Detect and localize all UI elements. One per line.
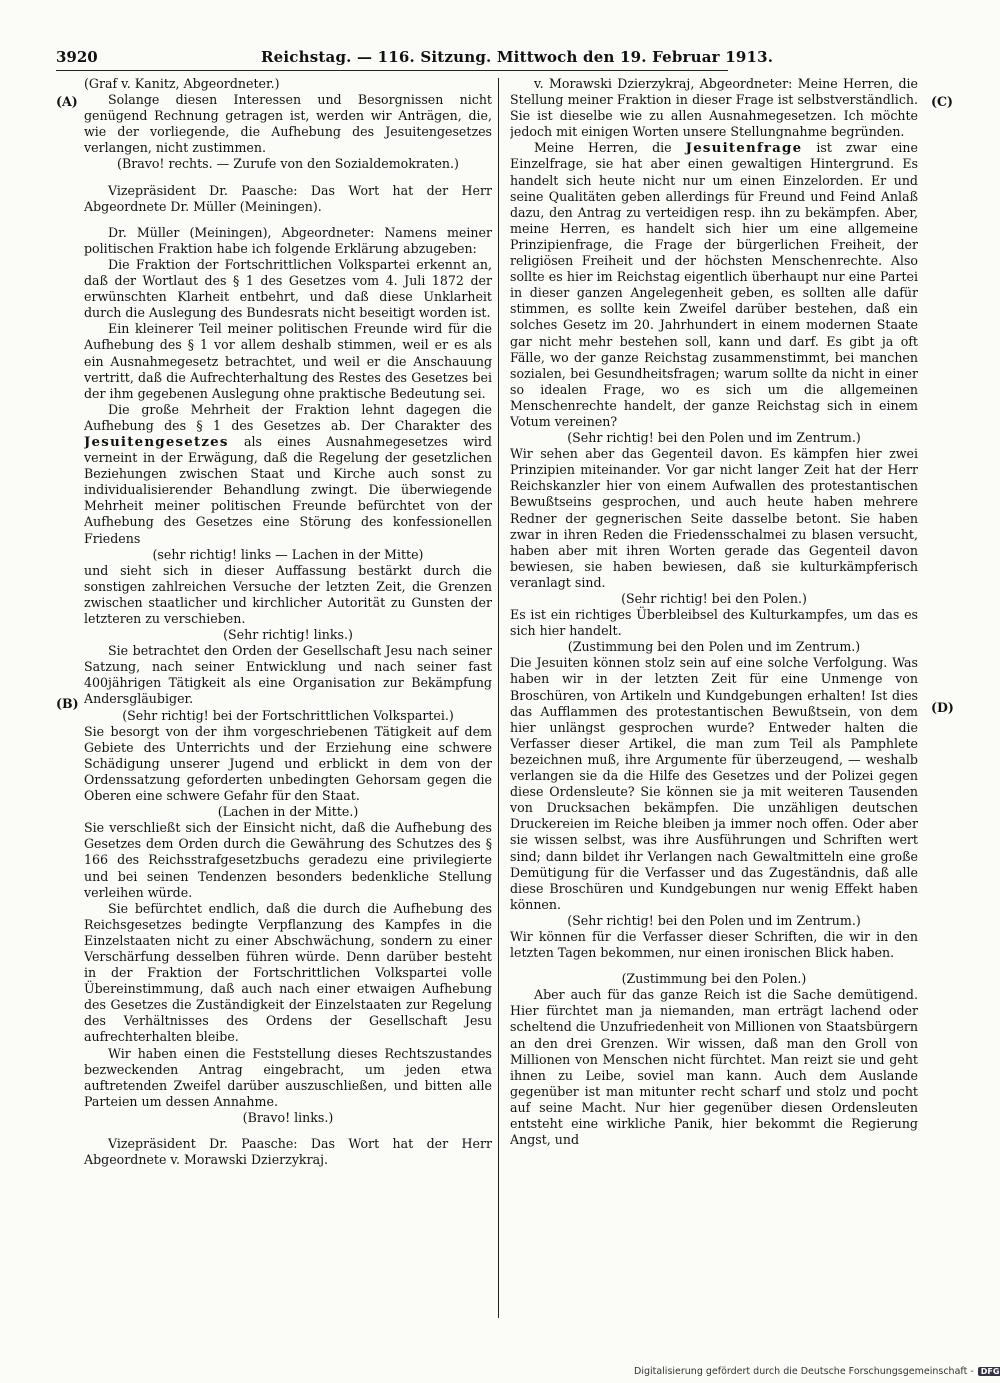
paragraph: Es ist ein richtiges Überbleibsel des Kulturkampfes, um das es sich hier handelt. xyxy=(510,607,918,639)
paragraph-text: Meine Herren, die xyxy=(534,140,672,156)
margin-mark-a: (A) xyxy=(56,94,78,109)
page-number: 3920 xyxy=(56,48,98,66)
interjection: (Zustimmung bei den Polen.) xyxy=(621,971,807,987)
paragraph xyxy=(84,402,492,547)
right-column xyxy=(510,76,918,1376)
paragraph: Die Jesuiten können stolz sein auf eine solche Verfolgung. Was haben wir in der letzten Zeit für eine Unmenge von Broschüren, von Artikeln und Kundgebungen erhalten! Ist dies das Aufflammen des protestantischen Bewußtsein, von dem hier unlängst gesprochen wurde? Entweder halten die Verfasser dieser Artikel, die man zum Teil als Pamphlete bezeichnen muß, ihre Argumente für überzeugend, — weshalb verlangen sie da die Hilfe des Gesetzes und der Polizei gegen diese Ordensleute? Sie können sie ja mit weiteren Tausenden von Drucksachen bekämpfen. Die unzähligen deutschen Druckereien im Reiche bleiben ja immer noch offen. Oder aber sie wissen selbst, was ihre Ausführungen und Schriften wert sind; dann bildet ihr Verlangen nach Gewaltmitteln eine große Demütigung für die Verfasser und das Zugeständnis, daß alle diese Broschüren und Kundgebungen nur wenig Effekt haben können. xyxy=(510,655,918,912)
page-header xyxy=(56,48,774,71)
paragraph: Wir sehen aber das Gegenteil davon. Es kämpfen hier zwei Prinzipien miteinander. Vor gar nicht langer Zeit hat der Herr Reichskanzler hier von einem Aufwallen des protestantischen Bewußtseins gesprochen, und auch heute haben mehrere Redner der gegnerischen Seite dasselbe betont. Sie haben zwar in ihren Reden die Friedensschalmei zu blasen versucht, haben aber mit ihren Worten gerade das Gegenteil davon bewiesen, sie haben bewiesen, daß sie kulturkämpferisch veranlagt sind. xyxy=(510,446,918,590)
running-title: Reichstag. — 116. Sitzung. Mittwoch den 19. Februar 1913. xyxy=(261,48,774,66)
credit-text: Digitalisierung gefördert durch die Deutsche Forschungsgemeinschaft - xyxy=(634,1366,974,1377)
paragraph-text: ist zwar eine Einzelfrage, sie hat aber einen gewaltigen Hintergrund. Es handelt sich heute nicht nur um einen Einzelorden. Er und seine Qualitäten geben allerdings für Freund und Feind Anlaß dazu, den Antrag zu verteidigen resp. ihn zu bekämpfen. Aber, meine Herren, es handelt sich hier um eine allgemeine Prinzipienfrage, die Frage der bürgerlichen Freiheit, der religiösen Freiheit und der höchsten Menschenrechte. Also sollte es hier im Reichstag eigentlich überhaupt nur eine Partei in dieser ganzen Angelegenheit geben, es sollten alle dafür stimmen, es sollte kein Zweifel darüber bestehen, daß ein solches Gesetz im 20. Jahrhundert in einem modernen Staate gar nicht mehr bestehen soll, kann und darf. Es gibt ja oft Fälle, wo der ganze Reichstag zusammenstimmt, bei manchen sozialen, bei Gesundheitsfragen; warum sollte da nicht in einer so idealen Frage, wo es sich um die allgemeinen Menschenrechte handelt, der ganze Reichstag sich in einem Votum vereinen? xyxy=(510,140,918,429)
interjection: (Bravo! links.) xyxy=(242,1109,334,1125)
speaker-intro: Vizepräsident Dr. Paasche: Das Wort hat der Herr Abgeordnete v. Morawski Dzierzykraj. xyxy=(84,1136,492,1168)
speaker-intro: v. Morawski Dzierzykraj, Abgeordneter: Meine Herren, die Stellung meiner Fraktion in dieser Frage ist selbstverständlich. Sie ist dieselbe wie zu allen Ausnahmegesetzen. Ich möchte jedoch mit einigen Worten unsere Stellungnahme begründen. xyxy=(510,76,918,140)
paragraph-text: Die große Mehrheit der Fraktion lehnt dagegen die Aufhebung des § 1 des Gesetzes ab. Der Charakter des xyxy=(84,401,492,433)
column-divider xyxy=(498,78,499,1318)
margin-mark-b: (B) xyxy=(56,696,79,711)
dfg-logo: DFG xyxy=(978,1367,1000,1376)
paragraph xyxy=(510,140,918,430)
interjection: (Sehr richtig! bei den Polen.) xyxy=(621,591,807,606)
speaker-intro: Dr. Müller (Meiningen), Abgeordneter: Namens meiner politischen Fraktion habe ich folgende Erklärung abzugeben: xyxy=(84,224,492,256)
speaker-intro: Vizepräsident Dr. Paasche: Das Wort hat der Herr Abgeordnete Dr. Müller (Meiningen). xyxy=(84,182,492,214)
paragraph: Sie besorgt von der ihm vorgeschriebenen Tätigkeit auf dem Gebiete des Unterrichts und der Erziehung eine schwere Schädigung unserer Jugend und erblickt in dem von der Ordenssatzung geforderten unbedingten Gehorsam gegen die Oberen eine schwere Gefahr für den Staat. xyxy=(84,723,492,804)
paragraph: Wir können für die Verfasser dieser Schriften, die wir in den letzten Tagen bekommen, nur einen ironischen Blick haben. xyxy=(510,928,918,961)
keyword: Jesuitenfrage xyxy=(685,140,803,157)
paragraph: Solange diesen Interessen und Besorgnissen nicht genügend Rechnung getragen ist, werden wir Anträgen, die, wie der vorliegende, die Aufhebung des Jesuitengesetzes verlangen, nicht zustimmen. xyxy=(84,92,492,156)
paragraph: Sie verschließt sich der Einsicht nicht, daß die Aufhebung des Gesetzes dem Orden durch die Gewährung des Schutzes des § 166 des Reichsstrafgesetzbuchs geradezu eine privilegierte und bei seinen Tendenzen besonders bedenkliche Stellung verleihen würde. xyxy=(84,820,492,900)
interjection: (Sehr richtig! bei der Fortschrittlichen Volkspartei.) xyxy=(122,707,454,723)
paragraph: und sieht sich in dieser Auffassung bestärkt durch die sonstigen zahlreichen Versuche der letzten Zeit, die Grenzen zwischen staatlicher und kirchlicher Autorität zu Gunsten der letzteren zu verschieben. xyxy=(84,562,492,626)
left-column xyxy=(84,76,492,1261)
interjection: (sehr richtig! links — Lachen in der Mitte) xyxy=(152,546,424,562)
paragraph: Sie betrachtet den Orden der Gesellschaft Jesu nach seiner Satzung, nach seiner Entwicklung und nach seiner fast 400jährigen Tätigkeit als eine Organisation zur Bekämpfung Andersgläubiger. xyxy=(84,643,492,707)
paragraph: Die Fraktion der Fortschrittlichen Volkspartei erkennt an, daß der Wortlaut des § 1 des Gesetzes vom 4. Juli 1872 der erwünschten Klarheit entbehrt, und daß diese Unklarheit durch die Auslegung des Bundesrats nicht beseitigt worden ist. xyxy=(84,256,492,321)
interjection: (Sehr richtig! bei den Polen und im Zentrum.) xyxy=(567,430,861,446)
paragraph: Sie befürchtet endlich, daß die durch die Aufhebung des Reichsgesetzes bedingte Verpflanzung des Kampfes in die Einzelstaaten nicht zu einer Abschwächung, sondern zu einer Verschärfung desselben führen würde. Denn darüber besteht in der Fraktion der Fortschrittlichen Volkspartei volle Übereinstimmung, daß auch nach einer etwaigen Aufhebung des Gesetzes die Zuständigkeit der Einzelstaaten zur Regelung des Verhältnisses des Ordens der Gesellschaft Jesu aufrechterhalten bleibe. xyxy=(84,900,492,1045)
paragraph: Wir haben einen die Feststellung dieses Rechtszustandes bezweckenden Antrag eingebracht, um jeden etwa auftretenden Zweifel darüber auszuschließen, und bitten alle Parteien um dessen Annahme. xyxy=(84,1045,492,1109)
margin-mark-c: (C) xyxy=(931,94,953,109)
keyword: Jesuitengesetzes xyxy=(84,433,229,450)
interjection: (Lachen in der Mitte.) xyxy=(217,804,359,820)
paragraph-text: als eines Ausnahmegesetzes wird verneint in der Erwägung, daß die Regelung der gesetzlichen Beziehungen zwischen Staat und Kirche auch sonst zu individualisierender Behandlung zwingt. Die überwiegende Mehrheit meiner politischen Freunde befürchtet von der Aufhebung des Gesetzes eine Störung des konfessionellen Friedens xyxy=(84,433,492,546)
interjection: (Sehr richtig! bei den Polen und im Zentrum.) xyxy=(567,912,861,928)
interjection: (Bravo! rechts. — Zurufe von den Sozialdemokraten.) xyxy=(117,156,459,172)
interjection: (Zustimmung bei den Polen und im Zentrum.) xyxy=(567,639,861,655)
margin-mark-d: (D) xyxy=(931,700,954,715)
interjection: (Sehr richtig! links.) xyxy=(223,627,353,643)
digitization-credit xyxy=(634,1366,1000,1377)
paragraph: Aber auch für das ganze Reich ist die Sache demütigend. Hier fürchtet man ja niemanden, man erträgt lachend oder scheltend die Unzufriedenheit von Millionen von Staatsbürgern an den drei Grenzen. Wir wissen, daß man den Groll von Millionen von Menschen nicht fürchtet. Man reizt sie und geht ihnen zu Leibe, soviel man kann. Auch dem Auslande gegenüber ist man mitunter recht scharf und stolz und pocht auf seine Macht. Nur hier gegenüber diesen Ordensleuten entsteht eine wirkliche Panik, hier bekommt die Regierung Angst, und xyxy=(510,987,918,1148)
paragraph: Ein kleinerer Teil meiner politischen Freunde wird für die Aufhebung des § 1 vor allem deshalb stimmen, weil er es als ein Ausnahmegesetz betrachtet, und weil er die Anschauung vertritt, daß die Aufrechterhaltung des Restes des Gesetzes bei der ihm gegebenen Auslegung ohne praktische Bedeutung sei. xyxy=(84,321,492,401)
speaker-note: (Graf v. Kanitz, Abgeordneter.) xyxy=(84,76,280,91)
